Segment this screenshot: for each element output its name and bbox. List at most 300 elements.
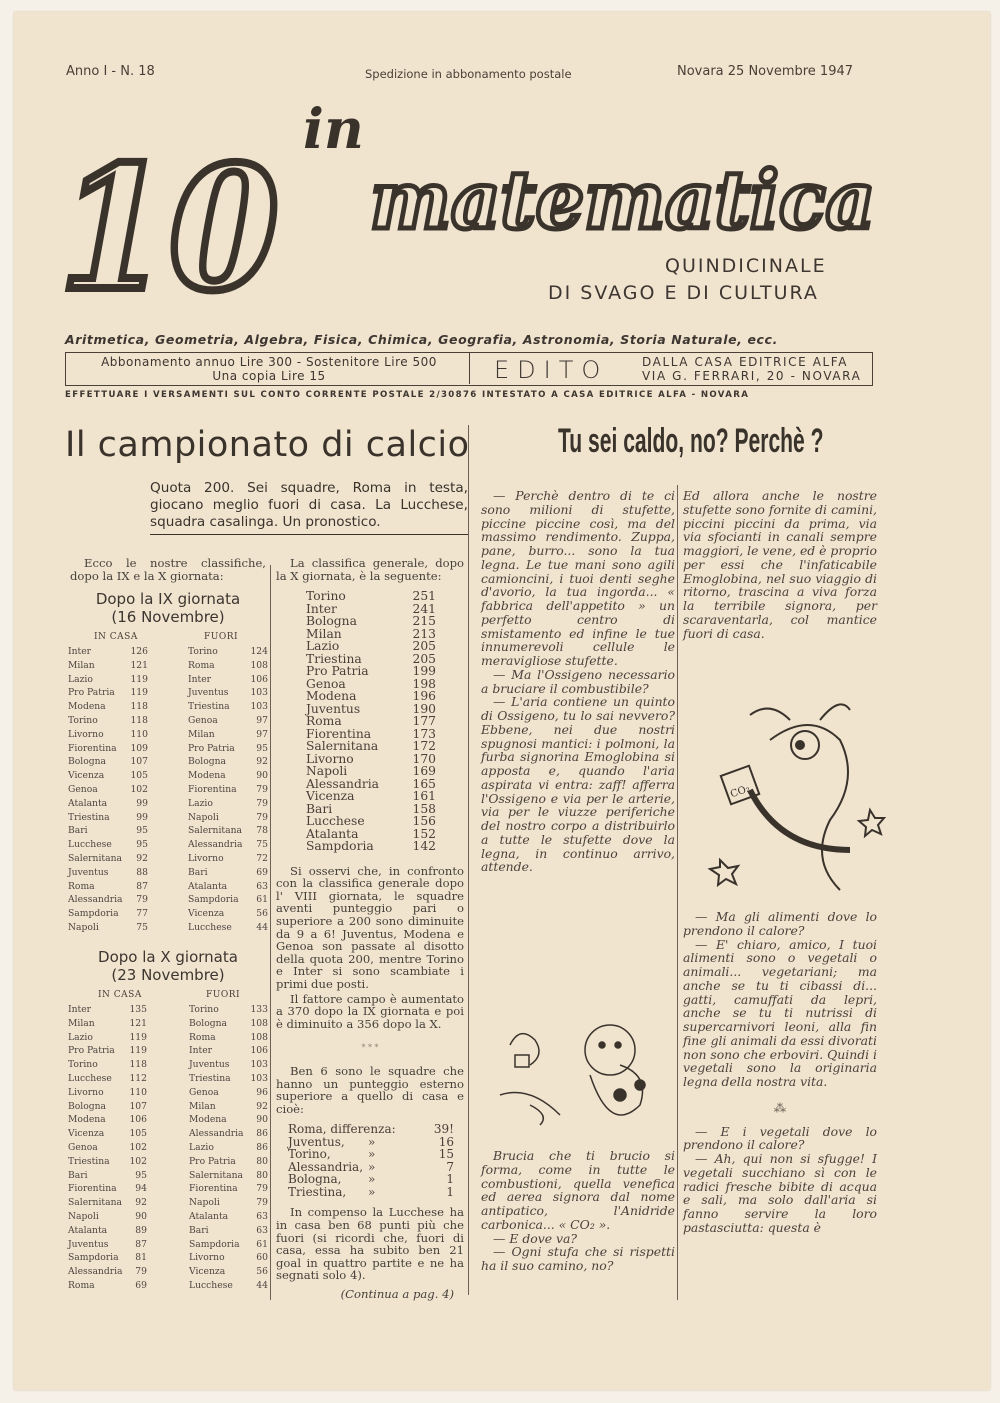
points: 97	[256, 728, 268, 740]
team-name: Bari	[189, 1224, 209, 1236]
team-name: Bari	[188, 866, 208, 878]
points: 87	[135, 1238, 147, 1250]
cartoon-illustration	[490, 1005, 670, 1130]
logo-in: in	[303, 96, 364, 161]
points: 96	[256, 1086, 268, 1098]
table-row	[68, 811, 148, 825]
team-name: Atalanta	[188, 880, 228, 892]
table-row	[306, 840, 436, 853]
points: 90	[256, 770, 268, 782]
paragraph: — L'aria contiene un quinto di Ossigeno, tu lo sai nevvero? Ebbene, nei due nostri spugnosi mantici: i polmoni, la furba signorina Emoglobina si apposta e, quando l'aria aspirata vi entra: zaff! afferra l'Ossigeno e via per le arterie, via per le viuzze periferiche del nostro corpo a distribuirlo a tutte le stufette dove la legna, in continuo arrivo, attende.	[481, 694, 675, 875]
paragraph: — Ma gli alimenti dove lo prendono il calore?	[683, 909, 877, 938]
points: 213	[412, 626, 436, 641]
points: 81	[135, 1252, 147, 1264]
points: 69	[256, 866, 268, 878]
paragraph: Brucia che ti brucio si forma, come in tutte le combustioni, quella venefica ed aerea signora dal nome antipatico, l'Anidride carbonica... « CO₂ ».	[481, 1148, 675, 1232]
team-name: Bologna	[306, 614, 357, 629]
points: 102	[129, 1155, 147, 1167]
points: 86	[256, 1128, 268, 1140]
article-headline-2: Tu sei caldo, no? Perchè ?	[558, 422, 824, 460]
table-row	[68, 921, 148, 935]
dateline: Novara 25 Novembre 1947	[677, 64, 854, 79]
table-row	[68, 1251, 147, 1265]
points: 119	[130, 687, 148, 699]
points: 102	[130, 783, 148, 795]
publisher-address: VIA G. FERRARI, 20 - NOVARA	[642, 369, 862, 383]
separator: * * *	[361, 1043, 379, 1053]
table-row	[68, 852, 148, 866]
team-name: Inter	[189, 1045, 213, 1057]
points: 79	[256, 1183, 268, 1195]
team-name: Fiorentina	[306, 726, 372, 741]
table-row	[68, 1155, 147, 1169]
points: 87	[136, 880, 148, 892]
table-row	[68, 645, 148, 659]
team-name: Lucchese	[306, 814, 365, 829]
team-name: Roma, differenza:	[288, 1122, 396, 1137]
team-name: Roma	[189, 1031, 216, 1043]
team-name: Salernitana	[68, 852, 122, 864]
table-row	[68, 728, 148, 742]
points: 107	[130, 756, 148, 768]
points: 95	[256, 742, 268, 754]
points: 119	[129, 1031, 147, 1043]
table-row	[188, 797, 268, 811]
team-name: Bari	[68, 825, 88, 837]
paragraph: — Ah, qui non si sfugge! I vegetali succhiano sì con le radici fresche bibite di acqua e sali, ma solo dall'aria si fanno servire la loro pastasciutta: questa è	[683, 1151, 877, 1235]
team-name: Inter	[68, 646, 92, 657]
general-intro: La classifica generale, dopo la X giornata, è la seguente:	[276, 556, 464, 583]
points: 119	[130, 673, 148, 685]
table-row	[189, 1127, 268, 1141]
team-name: Lucchese	[68, 1072, 112, 1084]
table-row	[189, 1003, 268, 1017]
paragraph: — Ogni stufa che si rispetti ha il suo camino, no?	[481, 1244, 675, 1273]
table-row	[188, 783, 268, 797]
team-name: Bari	[306, 801, 333, 816]
points: 94	[135, 1183, 147, 1195]
table-row	[306, 740, 436, 753]
team-name: Sampdoria	[189, 1238, 240, 1250]
table-row	[306, 790, 436, 803]
points: 106	[250, 1045, 268, 1057]
paragraph: Il fattore campo è aumentato a 370 dopo la IX giornata e poi è diminuito a 356 dopo la X.	[276, 991, 464, 1031]
frequency: QUINDICINALE	[665, 255, 827, 277]
article2-column2	[683, 489, 877, 640]
table-row	[68, 1100, 147, 1114]
table-row	[68, 1238, 147, 1252]
team-name: Modena	[188, 770, 226, 782]
team-name: Vicenza	[306, 789, 355, 804]
table-row	[68, 769, 148, 783]
team-name: Inter	[188, 673, 212, 685]
points: 156	[412, 814, 436, 829]
points: 105	[130, 770, 148, 782]
points: 172	[412, 739, 436, 754]
points: 72	[256, 852, 268, 864]
points: 103	[250, 701, 268, 713]
table-row	[189, 1210, 268, 1224]
paragraph: — E' chiaro, amico, I tuoi alimenti sono o vegetali o animali... vegetariani; ma anche se tu ti cibassi di... gatti, camuffati da lepri, anche se tu ti nutrissi di supercarnivori leoni, alla fin fine gli animali da essi divorati non sono che erboviri. Quindi i vegetali sono la originaria legna della nostra vita.	[683, 936, 877, 1089]
table-row	[68, 659, 148, 673]
points: 79	[136, 894, 148, 906]
points: 99	[136, 811, 148, 823]
paragraph: — E i vegetali dove lo prendono il calore?	[683, 1123, 877, 1153]
table-row	[189, 1155, 268, 1169]
team-name: Atalanta	[68, 797, 108, 809]
team-name: Genoa	[68, 1141, 98, 1153]
table-row	[189, 1251, 268, 1265]
points: 63	[256, 880, 268, 892]
points: 79	[135, 1266, 147, 1278]
table-row	[189, 1224, 268, 1238]
team-name: Napoli	[306, 764, 348, 779]
article-headline: Il campionato di calcio	[65, 425, 470, 465]
points: 80	[256, 1155, 268, 1167]
table-row	[189, 1031, 268, 1045]
round10-date: (23 Novembre)	[111, 966, 225, 984]
team-name: Salernitana	[189, 1169, 243, 1181]
team-name: Inter	[306, 601, 337, 616]
table-row	[68, 1017, 147, 1031]
table-row	[306, 665, 436, 678]
points: 89	[135, 1224, 147, 1236]
team-name: Milan	[68, 659, 95, 671]
points: 205	[412, 651, 436, 666]
points: 44	[256, 921, 268, 933]
table-row	[188, 742, 268, 756]
team-name: Fiorentina	[68, 1183, 117, 1195]
postal-notice: Spedizione in abbonamento postale	[365, 67, 572, 81]
paragraph: — E dove va?	[493, 1230, 578, 1246]
team-name: Sampdoria	[68, 908, 119, 920]
table-row	[68, 686, 148, 700]
points: 78	[256, 825, 268, 837]
points: 108	[250, 1017, 268, 1029]
table-row	[189, 1044, 268, 1058]
team-name: Lazio	[189, 1141, 214, 1153]
team-name: Fiorentina	[189, 1183, 238, 1195]
team-name: Bologna	[189, 1017, 228, 1029]
table-row	[188, 852, 268, 866]
table-row	[306, 715, 436, 728]
team-name: Sampdoria	[68, 1252, 119, 1264]
article-deck: Quota 200. Sei squadre, Roma in testa, giocano meglio fuori di casa. La Lucchese, squadra casalinga. Un pronostico.	[150, 480, 468, 535]
points: 109	[130, 742, 148, 754]
points: 135	[129, 1004, 147, 1015]
table-row	[68, 755, 148, 769]
points: 173	[412, 726, 436, 741]
edito-label: EDITO	[494, 356, 609, 384]
points: 75	[256, 839, 268, 851]
table-row	[68, 907, 148, 921]
team-name: Fiorentina	[68, 742, 117, 754]
paragraph: Si osservi che, in confronto con la classifica generale dopo l' VIII giornata, le squadre aventi punteggio pari o superiore a 200 sono diminuite da 9 a 6! Juventus, Modena e Genoa son passate al disotto della quota 200, mentre Torino e Inter si sono scambiate i primi due posti.	[276, 863, 464, 992]
team-name: Pro Patria	[188, 742, 235, 754]
table-row	[189, 1196, 268, 1210]
team-name: Triestina	[188, 701, 230, 713]
team-name: Bologna	[188, 756, 227, 768]
table-row	[68, 1086, 147, 1100]
team-name: Pro Patria	[306, 664, 369, 679]
team-name: Salernitana	[68, 1197, 122, 1209]
points: 75	[136, 921, 148, 933]
stove-character-illustration	[700, 690, 890, 900]
table-row	[306, 690, 436, 703]
team-name: Atalanta	[306, 826, 359, 841]
table-row	[188, 673, 268, 687]
points: 86	[256, 1141, 268, 1153]
table-row	[188, 893, 268, 907]
team-name: Juventus,	[288, 1134, 345, 1149]
points: 121	[129, 1017, 147, 1029]
round9-date: (16 Novembre)	[111, 608, 225, 626]
points: 92	[136, 852, 148, 864]
table-row	[68, 797, 148, 811]
difference-value: 15	[438, 1147, 454, 1162]
team-name: Torino	[68, 714, 98, 726]
team-name: Torino,	[288, 1147, 331, 1162]
team-name: Milan	[189, 1100, 216, 1112]
table-row	[68, 700, 148, 714]
table-row	[188, 824, 268, 838]
team-name: Roma	[188, 659, 215, 671]
ditto-mark: »	[368, 1172, 376, 1187]
team-name: Lucchese	[189, 1279, 233, 1291]
points: 161	[412, 789, 436, 804]
team-name: Napoli	[68, 1210, 99, 1222]
points: 60	[256, 1252, 268, 1264]
round10-section	[68, 948, 268, 1293]
table-row	[188, 686, 268, 700]
team-name: Alessandria	[68, 1266, 123, 1278]
team-name: Lazio	[306, 639, 340, 654]
points: 118	[130, 714, 148, 726]
table-row	[188, 645, 268, 659]
team-name: Juventus	[188, 687, 229, 699]
table-row	[68, 1044, 147, 1058]
table-row	[68, 1196, 147, 1210]
round10-title: Dopo la X giornata	[98, 948, 238, 966]
points: 133	[250, 1004, 268, 1015]
table-row	[188, 866, 268, 880]
team-name: Juventus	[68, 866, 109, 878]
team-name: Pro Patria	[68, 687, 115, 699]
subscription-info	[74, 355, 464, 383]
team-name: Modena	[306, 689, 357, 704]
points: 105	[129, 1128, 147, 1140]
team-name: Napoli	[189, 1197, 220, 1209]
table-row	[189, 1017, 268, 1031]
points: 124	[250, 646, 268, 657]
points: 103	[250, 687, 268, 699]
points: 90	[256, 1114, 268, 1126]
points: 190	[412, 701, 436, 716]
difference-value: 16	[438, 1134, 454, 1149]
team-name: Lucchese	[188, 921, 232, 933]
points: 126	[130, 646, 148, 657]
table-row	[188, 700, 268, 714]
points: 103	[250, 1059, 268, 1071]
points: 99	[136, 797, 148, 809]
team-name: Vicenza	[189, 1266, 226, 1278]
paragraph: — Ma l'Ossigeno necessario a bruciare il combustibile?	[481, 666, 675, 696]
points: 56	[256, 1266, 268, 1278]
logo-word: matematica	[370, 153, 875, 247]
points: 110	[129, 1086, 147, 1098]
points: 95	[136, 825, 148, 837]
team-name: Bologna	[68, 1100, 107, 1112]
team-name: Triestina	[306, 651, 362, 666]
points: 106	[250, 673, 268, 685]
points: 121	[130, 659, 148, 671]
points: 95	[135, 1169, 147, 1181]
team-name: Milan	[188, 728, 215, 740]
points: 88	[136, 866, 148, 878]
table-row	[188, 769, 268, 783]
team-name: Pro Patria	[68, 1045, 115, 1057]
points: 169	[412, 764, 436, 779]
team-name: Juventus	[306, 701, 361, 716]
team-name: Genoa	[188, 714, 218, 726]
round9-title: Dopo la IX giornata	[95, 590, 241, 608]
table-row	[189, 1265, 268, 1279]
points: 63	[256, 1210, 268, 1222]
points: 95	[136, 839, 148, 851]
table-row	[188, 659, 268, 673]
points: 165	[412, 776, 436, 791]
team-name: Livorno	[68, 1086, 104, 1098]
team-name: Livorno	[188, 852, 224, 864]
table-row	[189, 1141, 268, 1155]
points: 158	[412, 801, 436, 816]
asterism: ⁂	[773, 1099, 787, 1115]
team-name: Torino	[189, 1004, 219, 1015]
table-row	[68, 1210, 147, 1224]
copy-price: Una copia Lire 15	[212, 369, 326, 383]
table-row	[68, 1279, 147, 1293]
paragraph: Ben 6 sono le squadre che hanno un punteggio esterno superiore a quello di casa e cioè:	[276, 1064, 464, 1116]
table-row	[68, 1141, 147, 1155]
publisher-name: DALLA CASA EDITRICE ALFA	[642, 355, 849, 369]
points: 79	[256, 1197, 268, 1209]
table-row	[188, 728, 268, 742]
table-row	[189, 1100, 268, 1114]
general-standings-column	[276, 557, 464, 1301]
table-row	[68, 783, 148, 797]
table-row	[188, 755, 268, 769]
standings-intro: Ecco le nostre classifiche, dopo la IX e la X giornata:	[70, 556, 266, 583]
table-row	[189, 1182, 268, 1196]
team-name: Bari	[68, 1169, 88, 1181]
points: 170	[412, 751, 436, 766]
team-name: Sampdoria	[306, 839, 374, 854]
team-name: Triestina	[68, 1155, 110, 1167]
points: 107	[129, 1100, 147, 1112]
points: 112	[129, 1072, 147, 1084]
points: 79	[256, 783, 268, 795]
difference-value: 1	[446, 1172, 454, 1187]
team-name: Livorno	[68, 728, 104, 740]
table-row	[188, 921, 268, 935]
points: 177	[412, 714, 436, 729]
team-name: Genoa	[189, 1086, 219, 1098]
points: 142	[412, 839, 436, 854]
away-header: FUORI	[206, 990, 241, 1000]
subjects-line: Aritmetica, Geometria, Algebra, Fisica, Chimica, Geografia, Astronomia, Storia Naturale, ecc.	[65, 332, 778, 347]
table-row	[68, 742, 148, 756]
publisher-info	[642, 355, 861, 383]
team-name: Bologna	[68, 756, 107, 768]
points: 110	[130, 728, 148, 740]
team-name: Roma	[306, 714, 342, 729]
continued-note: (Continua a pag. 4)	[340, 1286, 454, 1301]
away-header: FUORI	[204, 632, 239, 642]
table-row	[68, 1127, 147, 1141]
points: 92	[256, 1100, 268, 1112]
table-row	[189, 1169, 268, 1183]
table-row	[68, 714, 148, 728]
table-row	[68, 1003, 147, 1017]
points: 119	[129, 1045, 147, 1057]
difference-row	[288, 1173, 454, 1186]
points: 102	[129, 1141, 147, 1153]
team-name: Juventus	[68, 1238, 109, 1250]
team-name: Roma	[68, 880, 95, 892]
points: 103	[250, 1072, 268, 1084]
points: 118	[130, 701, 148, 713]
table-row	[306, 640, 436, 653]
ditto-mark: »	[368, 1159, 376, 1174]
team-name: Salernitana	[306, 739, 379, 754]
points: 198	[412, 676, 436, 691]
table-row	[306, 615, 436, 628]
table-row	[188, 714, 268, 728]
points: 108	[250, 1031, 268, 1043]
team-name: Milan	[68, 1017, 95, 1029]
team-name: Triestina,	[288, 1184, 347, 1199]
points: 90	[135, 1210, 147, 1222]
difference-value: 39!	[433, 1122, 454, 1137]
points: 80	[256, 1169, 268, 1181]
table-row	[306, 815, 436, 828]
team-name: Livorno	[306, 751, 354, 766]
table-row	[68, 1072, 147, 1086]
team-name: Livorno	[189, 1252, 225, 1264]
team-name: Vicenza	[68, 1128, 105, 1140]
table-row	[68, 880, 148, 894]
table-row	[306, 765, 436, 778]
team-name: Atalanta	[189, 1210, 229, 1222]
team-name: Torino	[68, 1059, 98, 1071]
points: 61	[256, 1238, 268, 1250]
round9-section	[68, 590, 268, 935]
points: 152	[412, 826, 436, 841]
team-name: Genoa	[68, 783, 98, 795]
team-name: Torino	[188, 646, 218, 657]
team-name: Alessandria	[306, 776, 379, 791]
difference-value: 7	[446, 1159, 454, 1174]
points: 205	[412, 639, 436, 654]
team-name: Lucchese	[68, 839, 112, 851]
table-row	[188, 880, 268, 894]
table-row	[68, 1031, 147, 1045]
table-row	[306, 590, 436, 603]
table-row	[68, 1265, 147, 1279]
team-name: Napoli	[68, 921, 99, 933]
points: 106	[129, 1114, 147, 1126]
points: 77	[136, 908, 148, 920]
